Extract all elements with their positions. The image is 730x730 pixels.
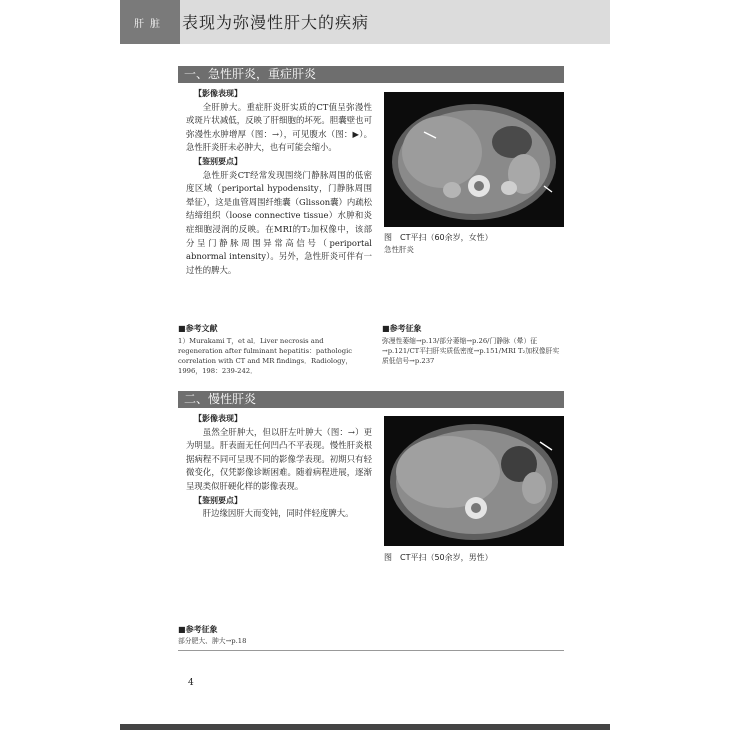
- divider: [178, 650, 564, 651]
- section-body: [186, 87, 372, 277]
- imaging-text: 虽然全肝肿大，但以肝左叶肿大（图：→）更为明显。肝表面无任何凹凸不平表现。慢性肝炎根据病程不同可呈现不同的影像学表现。初期只有轻微变化，仅凭影像诊断困难。随着病程进展，逐渐呈现类似肝硬化样的影像表现。: [186, 426, 372, 491]
- footer-bar: [120, 724, 610, 730]
- figure-caption: 图 CT平扫（50余岁，男性）: [384, 553, 493, 562]
- section-heading: 一、急性肝炎，重症肝炎: [178, 66, 564, 83]
- book-page: [120, 0, 610, 730]
- imaging-label: 【影像表现】: [194, 89, 242, 98]
- page-number: 4: [188, 678, 194, 688]
- references-heading: ■参考文献: [178, 324, 218, 333]
- ct-scan-image: [384, 92, 564, 227]
- ct-scan-image: [384, 416, 564, 546]
- signs-text: 弥漫性萎缩→p.13/部分萎缩→p.26/门静脉（晕）征→p.121/CT平扫肝实质低密度→p.151/MRI T₂加权像肝实质低信号→p.237: [382, 337, 560, 365]
- figure-caption: 图 CT平扫（60余岁，女性）: [384, 233, 493, 242]
- diff-text: 急性肝炎CT经常发现围绕门静脉周围的低密度区域（periportal hypodensity，门静脉周围晕征），这是血管周围纤维囊（Glisson囊）内疏松结缔组织（loose connective tissue）水肿和炎症细胞浸润的反映。在MRI的T₂加权像中，该部分呈门静脉周围异常高信号（periportal abnormal intensity）。另外，急性肝炎可伴有一过性的脾大。: [186, 169, 373, 275]
- section-body: [186, 412, 372, 521]
- diff-label: 【鉴别要点】: [194, 156, 242, 166]
- page-title: 表现为弥漫性肝大的疾病: [182, 13, 370, 32]
- page-header: [120, 0, 610, 44]
- signs-text: 部分肥大、肿大→p.18: [178, 637, 247, 645]
- diff-label: 【鉴别要点】: [194, 495, 242, 505]
- signs-heading: ■参考征象: [382, 324, 422, 333]
- section-heading: 二、慢性肝炎: [178, 391, 564, 408]
- figure-caption-sub: 急性肝炎: [384, 245, 414, 254]
- imaging-label: 【影像表现】: [194, 414, 242, 423]
- references-text: 1）Murakami T，et al．Liver necrosis and regeneration after fulminant hepatitis：pathologic correlation with CT and MR findings．Radiology，1996，198：239-242．: [178, 337, 353, 375]
- signs-heading: ■参考征象: [178, 625, 218, 634]
- imaging-text: 全肝肿大。重症肝炎肝实质的CT值呈弥漫性或斑片状减低，反映了肝细胞的坏死。胆囊壁也可弥漫性水肿增厚（图：→），可见腹水（图：▶）。急性肝炎肝未必肿大，也有可能会缩小。: [186, 101, 372, 153]
- chapter-tab: 肝脏: [120, 0, 180, 44]
- diff-text: 肝边缘因肝大而变钝，同时伴轻度脾大。: [202, 508, 354, 519]
